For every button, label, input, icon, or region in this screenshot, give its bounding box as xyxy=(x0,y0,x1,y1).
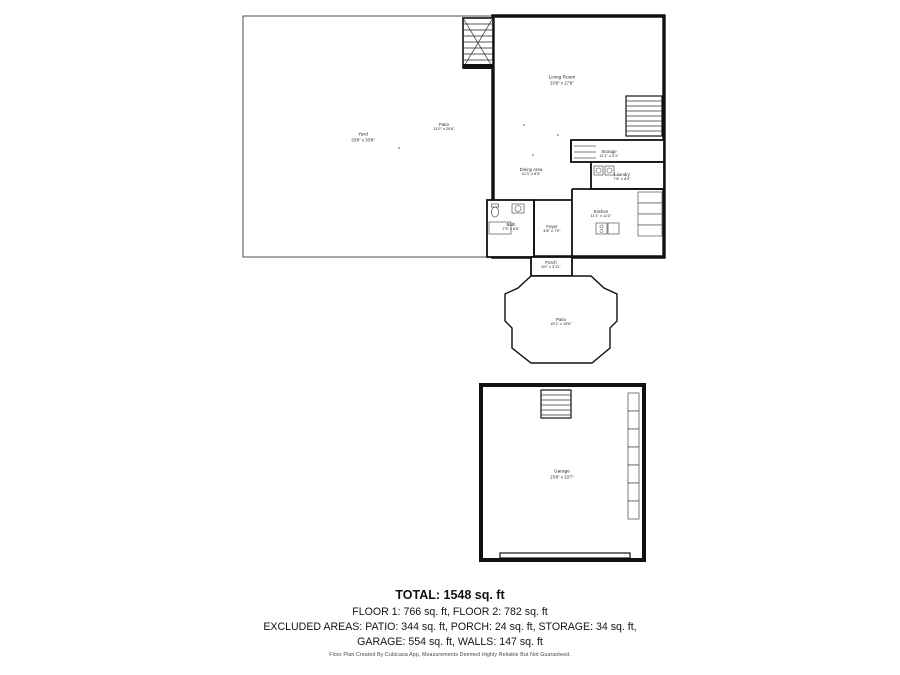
room-dimensions: 12'3" x 8'5" xyxy=(521,172,541,177)
room-name: Porch xyxy=(545,260,557,266)
yard-outline xyxy=(243,16,493,257)
room-name: Storage xyxy=(601,149,617,155)
room-dimensions: 23'8" x 17'8" xyxy=(550,80,574,86)
room-dimensions: 7'6" x 8'4" xyxy=(613,177,631,182)
room-dimensions: 11'0" x 25'8" xyxy=(433,127,455,132)
room-name: Foyer xyxy=(546,224,558,230)
room-name: Living Room xyxy=(548,74,576,80)
room-dimensions: 11'1" x 11'3" xyxy=(590,214,612,219)
stairs-upper xyxy=(463,18,493,69)
porch-block xyxy=(531,257,572,276)
room-name: Garage xyxy=(554,468,570,474)
area-summary xyxy=(0,588,900,650)
footer-disclaimer: Floor Plan Created By Cubicasa App, Measurements Deemed Highly Reliable But Not Guaranteed. xyxy=(329,652,571,658)
stairs-living-room xyxy=(626,96,662,136)
room-name: Patio xyxy=(438,122,450,128)
room-name: Laundry xyxy=(614,172,630,178)
room-dimensions: 7'3" x 6'6" xyxy=(502,227,520,232)
room-dimensions: 23'6" x 23'7" xyxy=(550,474,574,480)
room-dimensions: 6'0" x 3'11" xyxy=(541,265,561,270)
total-area: TOTAL: 1548 sq. ft xyxy=(395,588,505,602)
room-dimensions: 11'1" x 3'1" xyxy=(599,154,619,159)
garage-walls-areas: GARAGE: 554 sq. ft, WALLS: 147 sq. ft xyxy=(357,636,543,649)
room-name: Patio xyxy=(555,317,567,323)
floor-areas: FLOOR 1: 766 sq. ft, FLOOR 2: 782 sq. ft xyxy=(352,606,548,618)
room-name: Yard xyxy=(358,131,368,137)
patio-front-shape xyxy=(505,276,617,363)
room-name: Dining Area xyxy=(519,167,543,173)
room-name: Kitchen xyxy=(593,209,609,215)
room-dimensions: 33'8" x 33'8" xyxy=(351,137,375,143)
room-dimensions: 4'8" x 7'0" xyxy=(543,229,561,234)
excluded-areas: EXCLUDED AREAS: PATIO: 344 sq. ft, PORCH: 24 sq. ft, STORAGE: 34 sq. ft, xyxy=(263,621,637,634)
garage-block xyxy=(481,385,644,560)
room-dimensions: 15'1" x 15'6" xyxy=(550,322,572,327)
room-name: Bath xyxy=(506,222,516,228)
